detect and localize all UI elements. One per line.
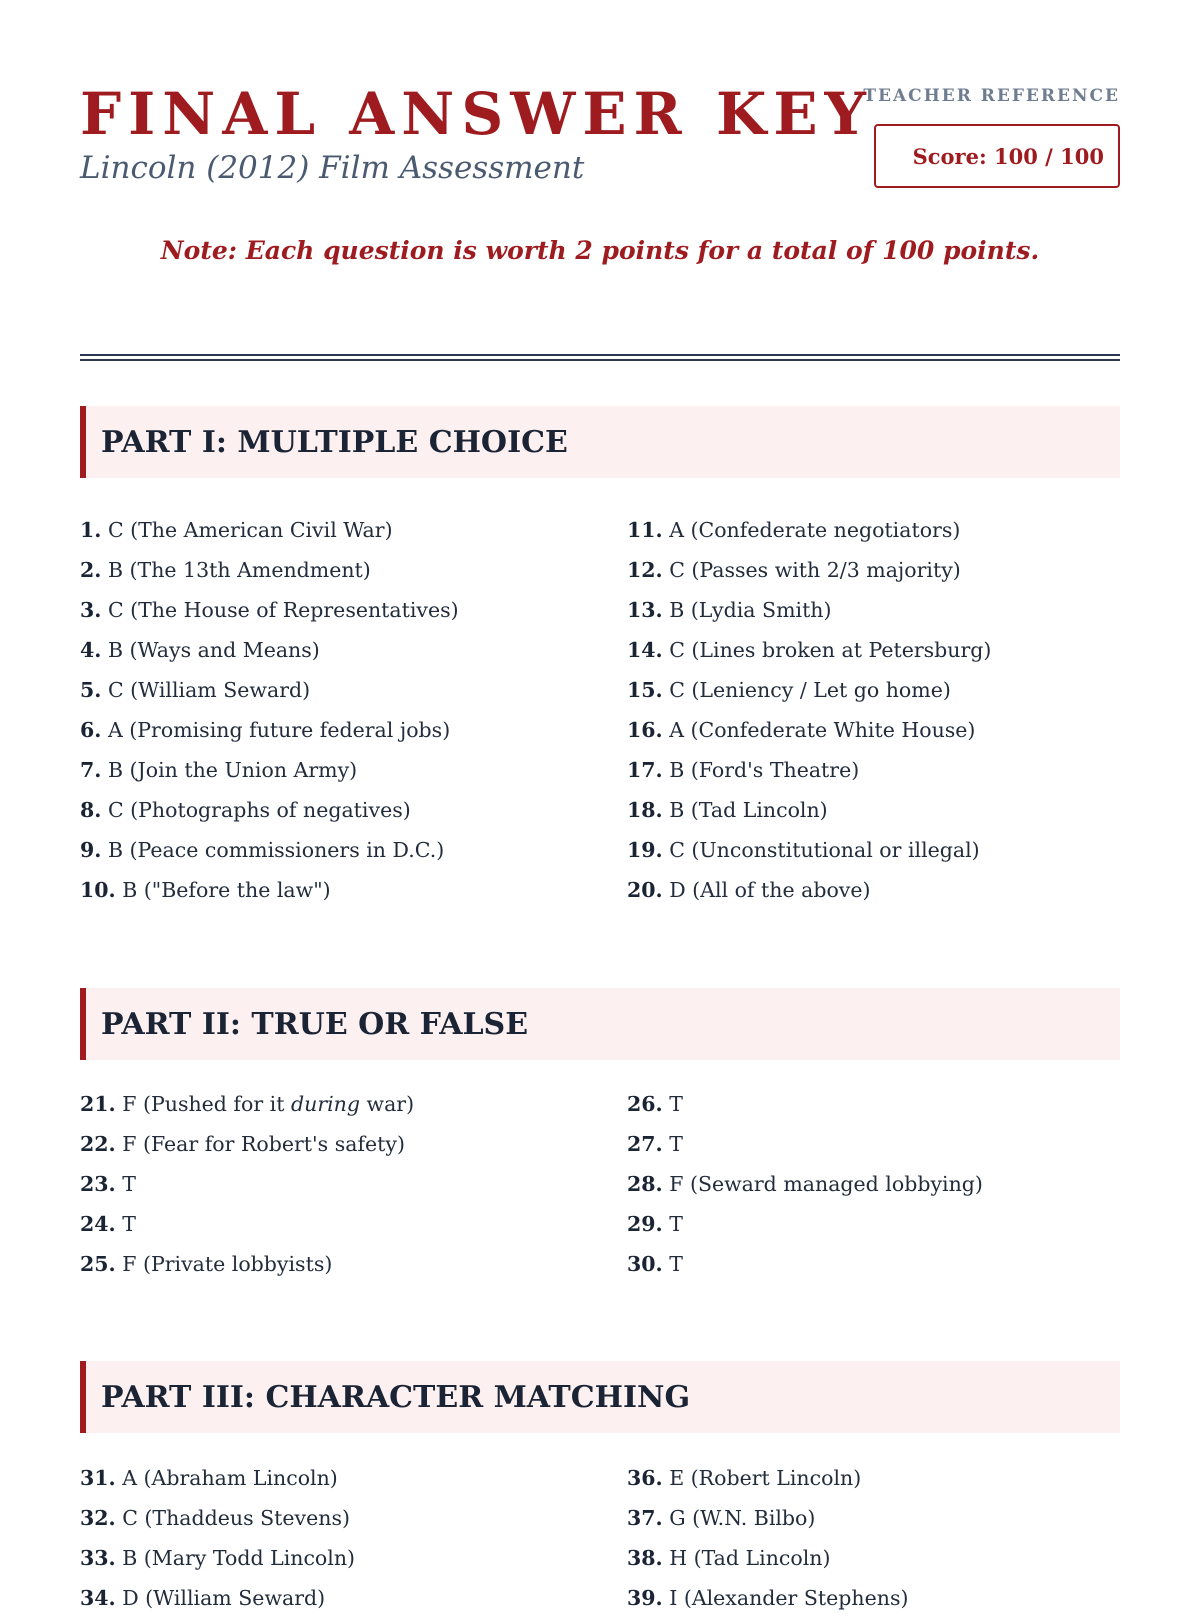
- answers-part1-right: [627, 510, 991, 910]
- answer-text: C (Unconstitutional or illegal): [669, 838, 980, 862]
- answers-part2-right: [627, 1084, 983, 1284]
- section-header-part1: [80, 406, 1120, 478]
- answer-text: B (The 13th Amendment): [107, 558, 371, 582]
- answer-item: [627, 750, 991, 790]
- answer-number: 12.: [627, 558, 663, 582]
- answer-number: 25.: [80, 1252, 116, 1276]
- answer-item: [627, 790, 991, 830]
- answer-text: T: [122, 1212, 136, 1236]
- score-box: [874, 124, 1120, 188]
- answer-text: B ("Before the law"): [122, 878, 331, 902]
- answer-item: [627, 1244, 983, 1284]
- answer-number: 39.: [627, 1586, 663, 1610]
- answer-number: 14.: [627, 638, 663, 662]
- answer-number: 2.: [80, 558, 102, 582]
- answer-text: B (Mary Todd Lincoln): [122, 1546, 356, 1570]
- answer-text: A (Abraham Lincoln): [122, 1466, 338, 1490]
- answer-item: [627, 510, 991, 550]
- answer-text: D (William Seward): [122, 1586, 326, 1610]
- answer-number: 24.: [80, 1212, 116, 1236]
- answer-text: B (Ford's Theatre): [669, 758, 860, 782]
- answer-text: C (Lines broken at Petersburg): [669, 638, 992, 662]
- points-note: Note: Each question is worth 2 points for a total of 100 points.: [160, 236, 1040, 265]
- answer-item: [80, 510, 459, 550]
- answer-number: 31.: [80, 1466, 116, 1490]
- section-header-part3: [80, 1361, 1120, 1433]
- answer-item: [80, 630, 459, 670]
- answer-text: C (Leniency / Let go home): [669, 678, 951, 702]
- answer-item: [80, 1538, 355, 1578]
- answer-text-end: war): [360, 1092, 415, 1116]
- answer-item: [80, 1124, 414, 1164]
- answer-text: F (Private lobbyists): [122, 1252, 333, 1276]
- answer-item: [627, 550, 991, 590]
- answer-number: 26.: [627, 1092, 663, 1116]
- score-text: Score: 100 / 100: [912, 143, 1104, 169]
- answer-number: 16.: [627, 718, 663, 742]
- answer-item: [627, 590, 991, 630]
- answer-emphasis: during: [291, 1092, 361, 1116]
- answer-item: [627, 670, 991, 710]
- answer-text: E (Robert Lincoln): [669, 1466, 862, 1490]
- answer-text: T: [669, 1092, 683, 1116]
- answer-text: T: [669, 1132, 683, 1156]
- teacher-reference-label: TEACHER REFERENCE: [863, 86, 1120, 106]
- answer-item: [80, 1458, 355, 1498]
- answer-item: [80, 1244, 414, 1284]
- answer-item: [80, 790, 459, 830]
- page-title: FINAL ANSWER KEY: [80, 80, 873, 148]
- answer-item: [627, 1204, 983, 1244]
- answer-text: T: [669, 1252, 683, 1276]
- answer-item: [80, 870, 459, 910]
- answer-text: C (Passes with 2/3 majority): [669, 558, 961, 582]
- answer-text: C (Photographs of negatives): [107, 798, 411, 822]
- answer-number: 22.: [80, 1132, 116, 1156]
- answer-text: F (Seward managed lobbying): [669, 1172, 983, 1196]
- answer-number: 7.: [80, 758, 102, 782]
- answer-number: 19.: [627, 838, 663, 862]
- answer-item: [80, 1164, 414, 1204]
- answers-part3-right: [627, 1458, 908, 1618]
- section-header-part2: [80, 988, 1120, 1060]
- answer-number: 27.: [627, 1132, 663, 1156]
- answer-number: 20.: [627, 878, 663, 902]
- answer-item: [80, 1578, 355, 1618]
- section-title-part1: PART I: MULTIPLE CHOICE: [101, 424, 568, 460]
- answer-text: A (Promising future federal jobs): [107, 718, 451, 742]
- answer-text: F (Pushed for it: [122, 1092, 291, 1116]
- answer-text: A (Confederate negotiators): [669, 518, 961, 542]
- answer-text: B (Peace commissioners in D.C.): [107, 838, 445, 862]
- answer-number: 32.: [80, 1506, 116, 1530]
- answer-text: C (Thaddeus Stevens): [122, 1506, 350, 1530]
- answer-text: A (Confederate White House): [669, 718, 976, 742]
- answer-text: B (Ways and Means): [107, 638, 320, 662]
- answer-item: [627, 1084, 983, 1124]
- answer-item: [80, 590, 459, 630]
- answer-text: H (Tad Lincoln): [669, 1546, 831, 1570]
- answer-item: [627, 1124, 983, 1164]
- answer-item: [80, 750, 459, 790]
- answer-number: 30.: [627, 1252, 663, 1276]
- answer-key-page: [80, 0, 1120, 1610]
- answer-text: C (William Seward): [107, 678, 311, 702]
- answer-text: B (Join the Union Army): [107, 758, 358, 782]
- answer-number: 21.: [80, 1092, 116, 1116]
- answer-item: [80, 710, 459, 750]
- answer-number: 10.: [80, 878, 116, 902]
- answer-number: 18.: [627, 798, 663, 822]
- answer-item: [627, 1538, 908, 1578]
- answers-part2-left: [80, 1084, 414, 1284]
- answer-text: T: [669, 1212, 683, 1236]
- answers-part3-left: [80, 1458, 355, 1618]
- page-subtitle: Lincoln (2012) Film Assessment: [80, 150, 585, 186]
- answer-number: 34.: [80, 1586, 116, 1610]
- answer-number: 3.: [80, 598, 102, 622]
- answer-number: 6.: [80, 718, 102, 742]
- answer-item: [80, 1498, 355, 1538]
- answer-text: T: [122, 1172, 136, 1196]
- answer-number: 11.: [627, 518, 663, 542]
- answer-text: F (Fear for Robert's safety): [122, 1132, 405, 1156]
- answer-item: [627, 1498, 908, 1538]
- answer-item: [80, 1084, 414, 1124]
- answer-text: B (Lydia Smith): [669, 598, 832, 622]
- answer-text: B (Tad Lincoln): [669, 798, 828, 822]
- answer-text: D (All of the above): [669, 878, 871, 902]
- answer-item: [627, 1164, 983, 1204]
- section-title-part3: PART III: CHARACTER MATCHING: [101, 1379, 691, 1415]
- answers-part1-left: [80, 510, 459, 910]
- answer-item: [627, 1458, 908, 1498]
- answer-number: 38.: [627, 1546, 663, 1570]
- answer-number: 5.: [80, 678, 102, 702]
- answer-item: [80, 670, 459, 710]
- answer-number: 4.: [80, 638, 102, 662]
- answer-number: 29.: [627, 1212, 663, 1236]
- answer-number: 37.: [627, 1506, 663, 1530]
- answer-item: [627, 830, 991, 870]
- answer-text: C (The American Civil War): [107, 518, 393, 542]
- answer-text: C (The House of Representatives): [107, 598, 459, 622]
- answer-item: [80, 550, 459, 590]
- answer-number: 1.: [80, 518, 102, 542]
- answer-item: [80, 1204, 414, 1244]
- answer-item: [627, 1578, 908, 1618]
- answer-number: 17.: [627, 758, 663, 782]
- answer-text: I (Alexander Stephens): [669, 1586, 909, 1610]
- answer-item: [627, 710, 991, 750]
- answer-text: G (W.N. Bilbo): [669, 1506, 816, 1530]
- answer-number: 9.: [80, 838, 102, 862]
- section-title-part2: PART II: TRUE OR FALSE: [101, 1006, 529, 1042]
- answer-number: 15.: [627, 678, 663, 702]
- answer-item: [627, 630, 991, 670]
- answer-item: [627, 870, 991, 910]
- answer-number: 33.: [80, 1546, 116, 1570]
- answer-number: 23.: [80, 1172, 116, 1196]
- answer-number: 28.: [627, 1172, 663, 1196]
- answer-number: 13.: [627, 598, 663, 622]
- double-divider: [80, 354, 1120, 361]
- answer-number: 36.: [627, 1466, 663, 1490]
- answer-number: 8.: [80, 798, 102, 822]
- answer-item: [80, 830, 459, 870]
